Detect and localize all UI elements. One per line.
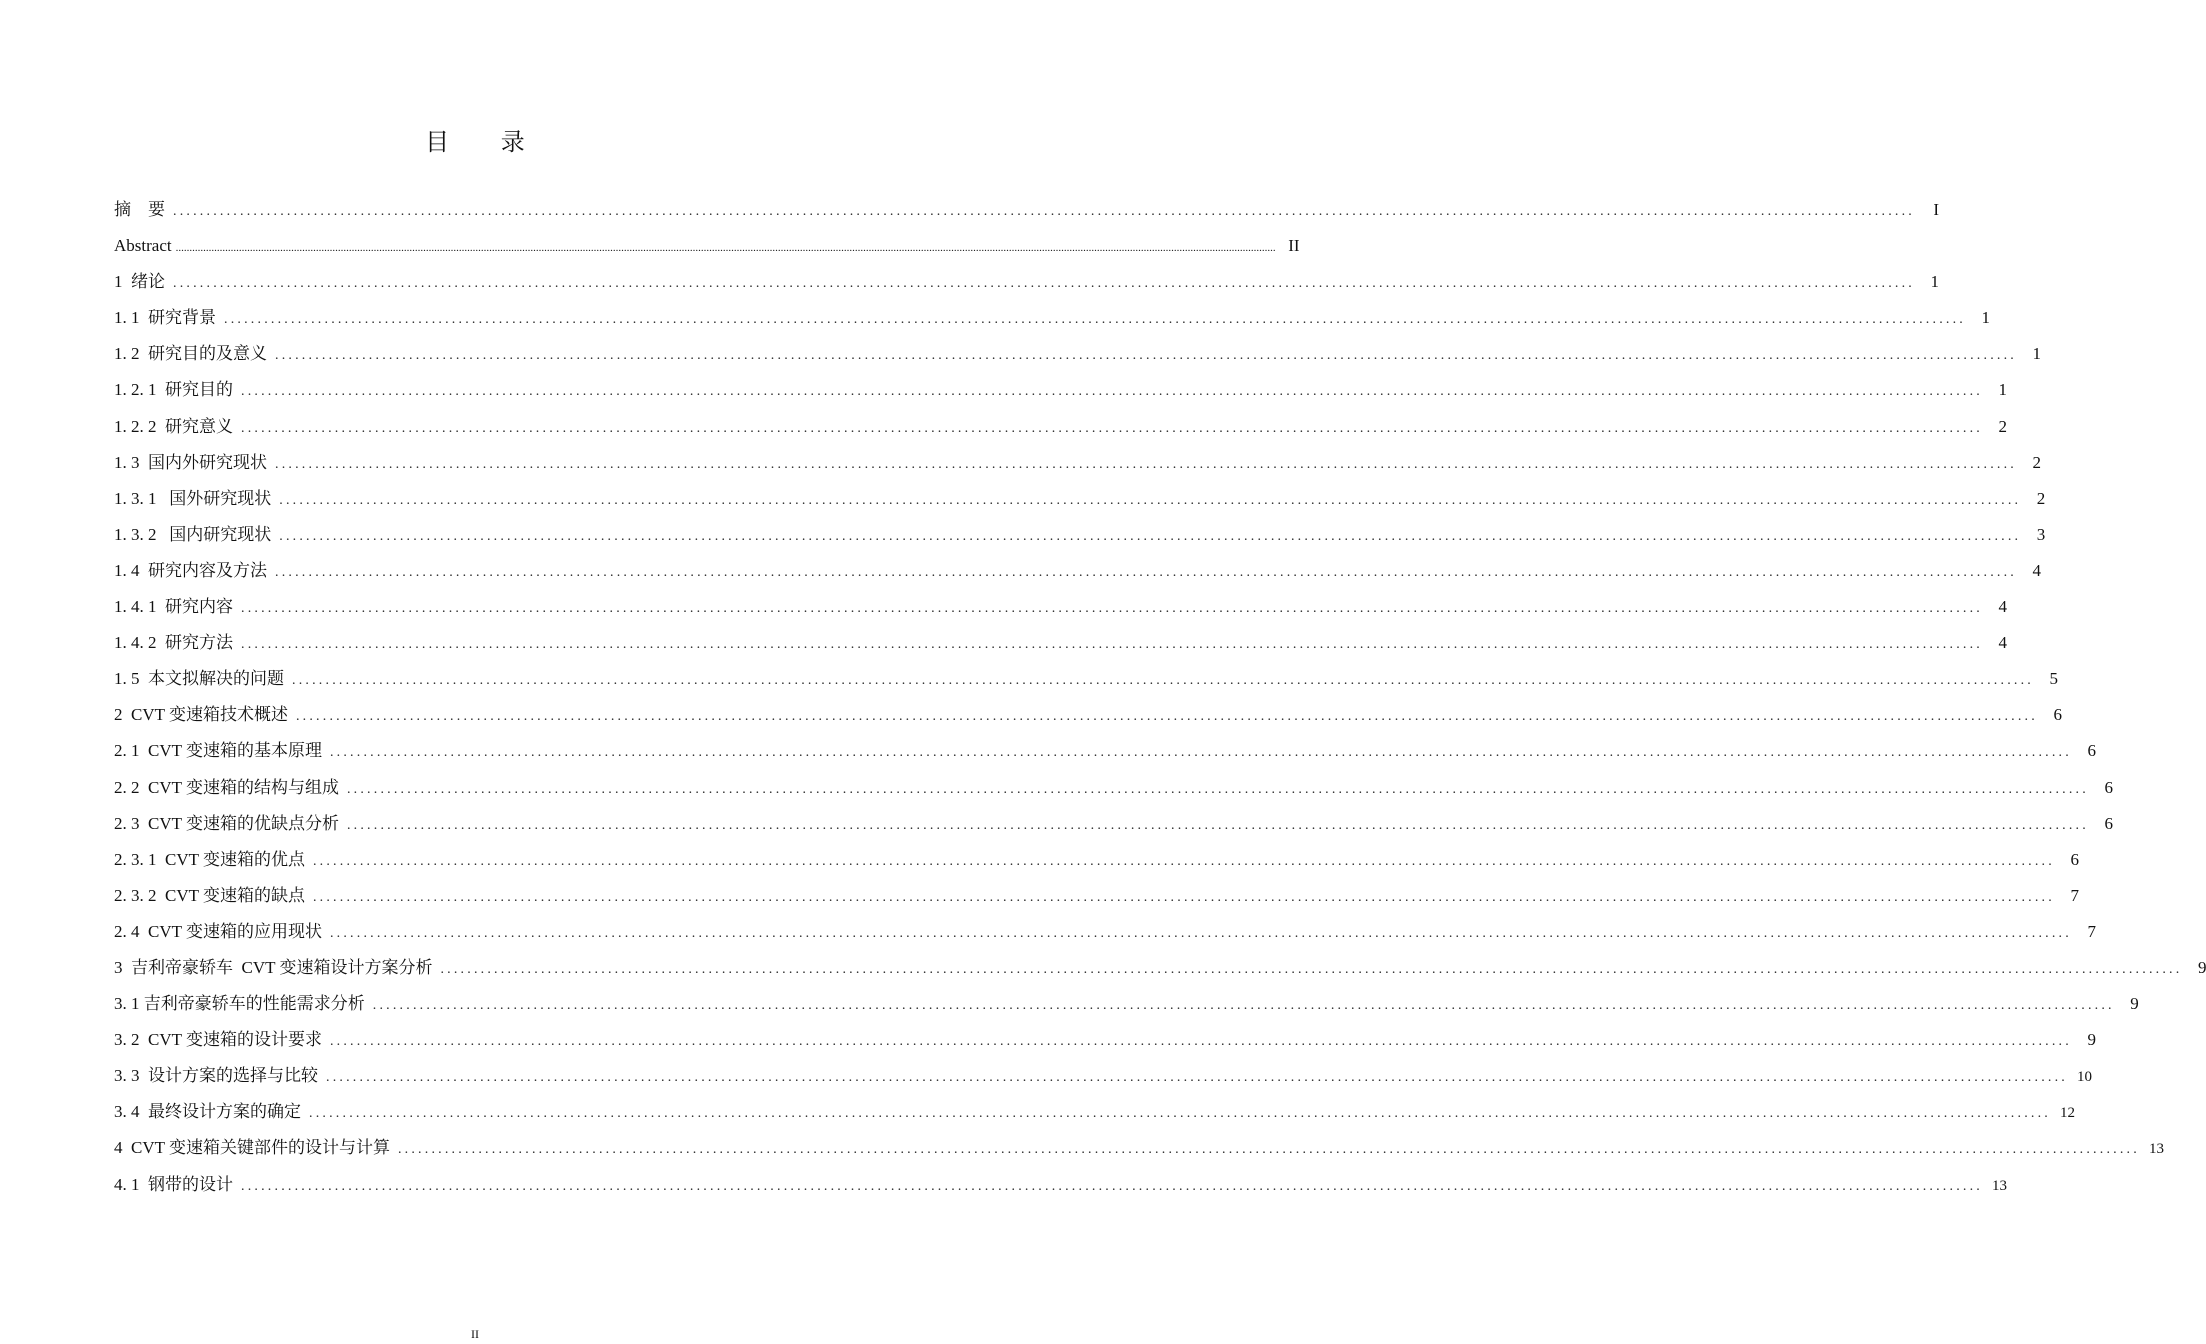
toc-entry-page: 12 [2060,1105,2075,1122]
toc-entry-page: 9 [2130,994,2139,1014]
toc-entry-page: 6 [2087,741,2096,761]
toc-entry-label: 1. 3. 2 国内研究现状 [114,524,272,544]
page-number: II [471,1327,479,1341]
toc-entry[interactable] [114,451,2041,487]
toc-entry-label: 2. 2 CVT 变速箱的结构与组成 [114,777,339,797]
toc-entry-page: 3 [2036,524,2046,544]
toc-entry[interactable] [114,1100,2075,1136]
toc-entry[interactable] [114,667,2058,703]
toc-dot-leader: .................................................................................................................................................................................................................................................................... [312,889,2055,905]
toc-entry[interactable] [114,487,2046,523]
toc-entry-page: 9 [2197,957,2206,977]
toc-entry[interactable] [114,1136,2164,1172]
toc-entry-label: 1. 2 研究目的及意义 [114,344,267,364]
toc-dot-leader: .................................................................................................................................................................................................................................................................... [329,925,2072,941]
toc-dot-leader: .................................................................................................................................................................................................................................................................... [346,781,2089,797]
toc-entry[interactable] [114,559,2041,595]
toc-dot-leader: .................................................................................................................................................................................................................................................................... [326,1070,2068,1086]
toc-entry-label: 1. 3. 1 国外研究现状 [114,488,272,508]
toc-entry-page: 2 [2036,488,2046,508]
toc-entry-page: 2 [1998,416,2007,436]
toc-entry[interactable] [114,1173,2007,1209]
toc-entry-label: 1. 3 国内外研究现状 [114,452,267,472]
toc-entry-label: 4. 1 钢带的设计 [114,1174,233,1194]
toc-dot-leader: .................................................................................................................................................................................................................................................................... [309,1106,2051,1122]
toc-entry-label: 1. 2. 1 研究目的 [114,380,233,400]
toc-entry-label: 1. 2. 2 研究意义 [114,416,233,436]
toc-entry[interactable] [114,812,2113,848]
toc-entry[interactable] [114,234,1300,270]
toc-entry-page: 1 [1930,272,1939,292]
toc-entry-label: 2. 3 CVT 变速箱的优缺点分析 [114,813,339,833]
toc-dot-leader: .................................................................................................................................................................................................................................................................... [292,673,2034,689]
toc-dot-leader: .................................................................................................................................................................................................................................................................... [275,456,2017,472]
toc-entry-label: 2. 4 CVT 变速箱的应用现状 [114,921,322,941]
toc-entry-page: 1 [2032,344,2041,364]
toc-entry-page: II [1288,236,1300,256]
page-title: 目 录 [425,128,547,156]
toc-entry[interactable] [114,270,1939,306]
toc-entry-label: 1. 4. 1 研究内容 [114,597,233,617]
toc-entry-page: 4 [2032,560,2041,580]
toc-entry-label: 3. 1 吉利帝豪轿车的性能需求分析 [114,994,365,1014]
toc-dot-leader: .................................................................................................................................................................................................................................................................... [279,492,2022,508]
toc-entry-page: 7 [2087,921,2096,941]
toc-entry-page: 6 [2053,705,2062,725]
toc-dot-leader: .................................................................................................................................................................................................................................................................... [173,276,1915,292]
toc-entry[interactable] [114,523,2046,559]
toc-entry-page: 4 [1998,597,2007,617]
toc-dot-leader: .................................................................................................................................................................................................................................................................... [275,348,2017,364]
toc-entry-label: 4 CVT 变速箱关键部件的设计与计算 [114,1138,390,1158]
toc-entry[interactable] [114,1028,2096,1064]
toc-entry-label: 1. 4. 2 研究方法 [114,633,233,653]
toc-entry[interactable] [114,739,2096,775]
toc-entry-label: 2 CVT 变速箱技术概述 [114,705,288,725]
toc-dot-leader: .................................................................................................................................................................................................................................................................... [241,637,1983,653]
toc-entry-page: 13 [2148,1141,2164,1158]
toc-entry-label: 3 吉利帝豪轿车 CVT 变速箱设计方案分析 [114,957,433,977]
toc-entry[interactable] [114,703,2062,739]
toc-entry[interactable] [114,595,2007,631]
toc-entry-label: Abstract [114,236,172,256]
toc-dot-leader: .................................................................................................................................................................................................................................................................... [329,745,2072,761]
toc-entry-label: 1. 5 本文拟解决的问题 [114,669,284,689]
toc-dot-leader: .................................................................................................................................................................................................................................................................... [440,961,2183,977]
toc-entry-page: 1 [1998,380,2007,400]
toc-dot-leader: .................................................................................................................................................................................................................................................................... [312,853,2055,869]
toc-entry-page: 6 [2104,777,2113,797]
toc-entry[interactable] [114,342,2041,378]
toc-entry[interactable] [114,1064,2092,1100]
toc-entry-page: 7 [2070,885,2079,905]
toc-entry[interactable] [114,884,2079,920]
toc-entry-page: 9 [2087,1030,2096,1050]
toc-entry-label: 3. 4 最终设计方案的确定 [114,1102,301,1122]
toc-dot-leader: .................................................................................................................................................................................................................................................................... [346,817,2089,833]
toc-entry[interactable] [114,992,2139,1028]
toc-dot-leader: .................................................................................................................................................................................................................................................................... [241,601,1983,617]
toc-entry[interactable] [114,848,2079,884]
toc-entry-label: 2. 3. 1 CVT 变速箱的优点 [114,849,305,869]
toc-entry-page: 5 [2049,669,2058,689]
toc-dot-leader: ................................................................................................................................................................................................................................................................................................................................................................................................................ [175,242,1276,255]
toc-dot-leader: .................................................................................................................................................................................................................................................................... [295,709,2038,725]
toc-dot-leader: .................................................................................................................................................................................................................................................................... [224,312,1966,328]
toc-entry[interactable] [114,198,1939,234]
toc-dot-leader: .................................................................................................................................................................................................................................................................... [397,1142,2140,1158]
toc-entry[interactable] [114,956,2206,992]
toc-entry[interactable] [114,378,2007,414]
toc-dot-leader: .................................................................................................................................................................................................................................................................... [241,1178,1983,1194]
toc-dot-leader: .................................................................................................................................................................................................................................................................... [279,528,2022,544]
toc-entry[interactable] [114,776,2113,812]
toc-entry-label: 2. 3. 2 CVT 变速箱的缺点 [114,885,305,905]
toc-entry-label: 1. 4 研究内容及方法 [114,560,267,580]
toc-entry-label: 1. 1 研究背景 [114,308,216,328]
toc-dot-leader: .................................................................................................................................................................................................................................................................... [329,1034,2072,1050]
toc-entry[interactable] [114,306,1990,342]
toc-dot-leader: .................................................................................................................................................................................................................................................................... [372,998,2115,1014]
toc-dot-leader: .................................................................................................................................................................................................................................................................... [173,204,1915,219]
toc-entry-label: 1 绪论 [114,272,165,292]
toc-entry-label: 3. 3 设计方案的选择与比较 [114,1066,318,1086]
toc-entry-label: 摘 要 [114,200,165,219]
toc-entry-page: I [1933,200,1939,219]
toc-entry-page: 2 [2032,452,2041,472]
toc-entry-page: 4 [1998,633,2007,653]
table-of-contents [114,198,2206,1209]
toc-entry[interactable] [114,631,2007,667]
toc-dot-leader: .................................................................................................................................................................................................................................................................... [275,564,2017,580]
toc-entry[interactable] [114,920,2096,956]
toc-entry-page: 6 [2070,849,2079,869]
toc-entry[interactable] [114,415,2007,451]
toc-entry-page: 10 [2077,1069,2092,1086]
toc-dot-leader: .................................................................................................................................................................................................................................................................... [241,420,1983,436]
toc-dot-leader: .................................................................................................................................................................................................................................................................... [241,384,1983,400]
toc-entry-page: 13 [1992,1177,2007,1194]
toc-entry-label: 2. 1 CVT 变速箱的基本原理 [114,741,322,761]
toc-entry-label: 3. 2 CVT 变速箱的设计要求 [114,1030,322,1050]
toc-entry-page: 1 [1981,308,1990,328]
toc-entry-page: 6 [2104,813,2113,833]
